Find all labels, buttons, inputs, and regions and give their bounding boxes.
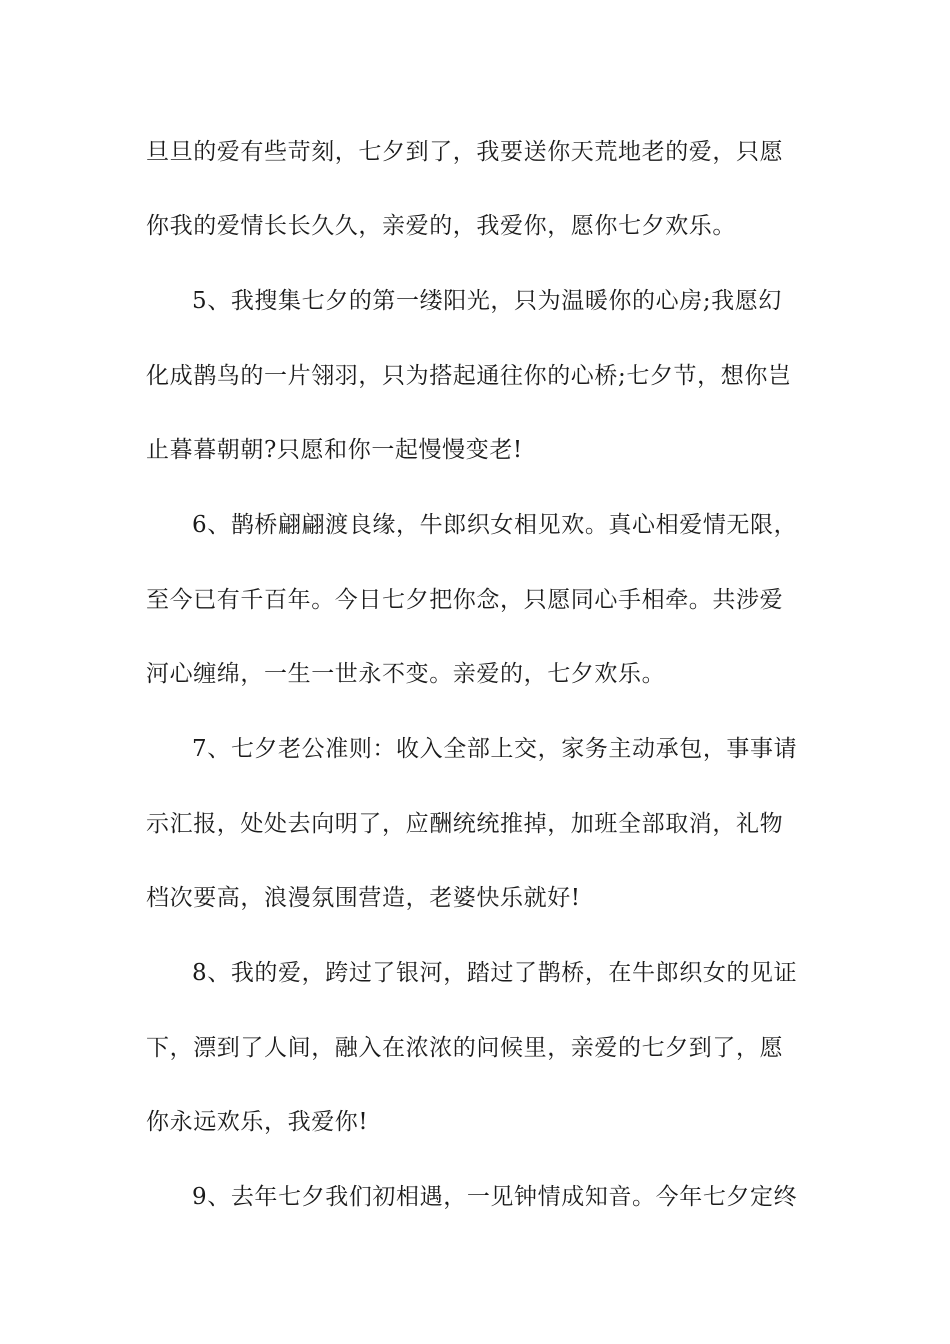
text-line: 化成鹊鸟的一片翎羽，只为搭起通往你的心桥;七夕节，想你岂 — [146, 363, 792, 389]
text-line: 你永远欢乐，我爱你! — [146, 1109, 369, 1135]
paragraph-9-start: 9、去年七夕我们初相遇，一见钟情成知音。今年七夕定终 — [192, 1184, 798, 1210]
paragraph-8-start: 8、我的爱，跨过了银河，踏过了鹊桥，在牛郎织女的见证 — [192, 960, 798, 986]
text-line: 下，漂到了人间，融入在浓浓的问候里，亲爱的七夕到了，愿 — [146, 1035, 784, 1061]
paragraph-6-start: 6、鹊桥翩翩渡良缘，牛郎织女相见欢。真心相爱情无限， — [192, 512, 798, 538]
paragraph-5-start: 5、我搜集七夕的第一缕阳光，只为温暖你的心房;我愿幻 — [192, 288, 782, 314]
text-line: 你我的爱情长长久久，亲爱的，我爱你，愿你七夕欢乐。 — [146, 213, 736, 239]
text-line: 止暮暮朝朝?只愿和你一起慢慢变老! — [146, 437, 523, 463]
text-line: 示汇报，处处去向明了，应酬统统推掉，加班全部取消，礼物 — [146, 811, 784, 837]
paragraph-7-start: 7、七夕老公准则：收入全部上交，家务主动承包，事事请 — [192, 736, 798, 762]
text-line: 河心缠绵，一生一世永不变。亲爱的，七夕欢乐。 — [146, 661, 666, 687]
text-line: 档次要高，浪漫氛围营造，老婆快乐就好! — [146, 885, 581, 911]
text-line: 旦旦的爱有些苛刻，七夕到了，我要送你天荒地老的爱，只愿 — [146, 139, 784, 165]
text-line: 至今已有千百年。今日七夕把你念，只愿同心手相牵。共涉爱 — [146, 587, 784, 613]
